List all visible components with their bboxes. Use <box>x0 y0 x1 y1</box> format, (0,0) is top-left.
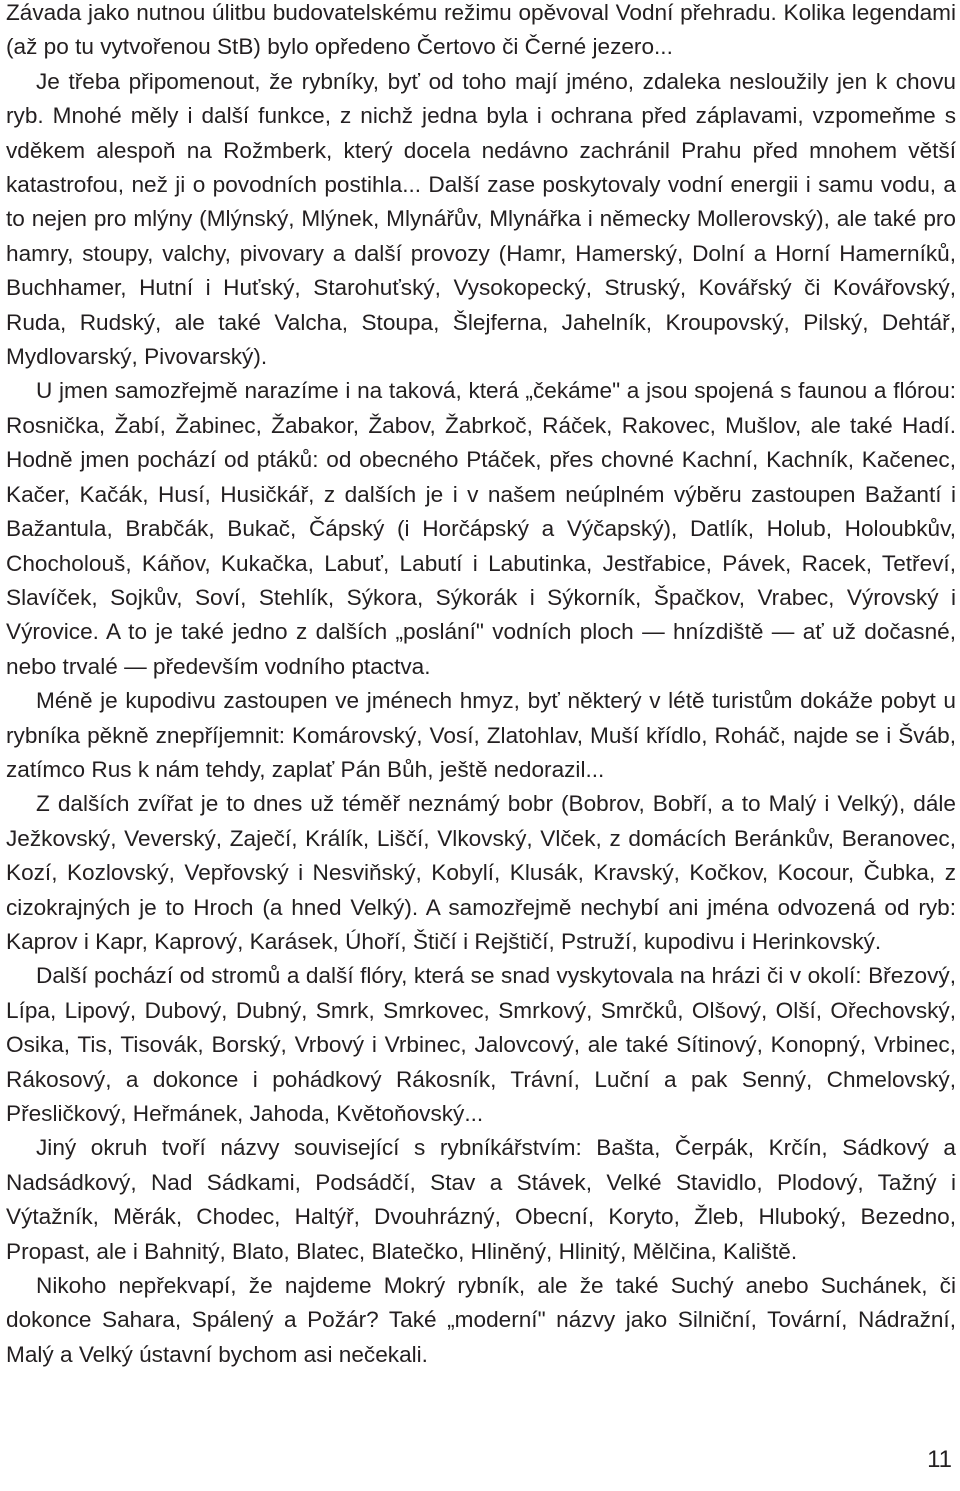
document-body <box>6 0 956 1372</box>
paragraph-8: Nikoho nepřekvapí, že najdeme Mokrý rybník, ale že také Suchý anebo Suchánek, či dokonce Sahara, Spálený a Požár? Také „moderní" názvy jako Silniční, Tovární, Nádražní, Malý a Velký ústavní bychom asi nečekali. <box>6 1273 956 1367</box>
paragraph-7: Jiný okruh tvoří názvy související s rybníkářstvím: Bašta, Čerpák, Krčín, Sádkový a Nadsádkový, Nad Sádkami, Podsádčí, Stav a Stávek, Velké Stavidlo, Plodový, Tažný i Výtažník, Měrák, Chodec, Haltýř, Dvouhrázný, Obecní, Koryto, Žleb, Hluboký, Bezedno, Propast, ale i Bahnitý, Blato, Blatec, Blatečko, Hliněný, Hlinitý, Mělčina, Kaliště. <box>6 1135 956 1264</box>
paragraph-2: Je třeba připomenout, že rybníky, byť od toho mají jméno, zdaleka nesloužily jen k chovu ryb. Mnohé měly i další funkce, z nichž jedna byla i ochrana před záplavami, vzpomeňme s vděkem alespoň na Rožmberk, který docela nedávno zachránil Prahu před mnohem větší katastrofou, než ji o povodních postihla... Další zase poskytovaly vodní energii i samu vodu, a to nejen pro mlýny (Mlýnský, Mlýnek, Mlynářův, Mlynářka i německy Mollerovský), ale také pro hamry, stoupy, valchy, pivovary a další provozy (Hamr, Hamerský, Dolní a Horní Hamerníků, Buchhamer, Hutní i Huťský, Starohuťský, Vysokopecký, Struský, Kovářský či Kovářovský, Ruda, Rudský, ale také Valcha, Stoupa, Šlejferna, Jahelník, Kroupovský, Pilský, Dehtář, Mydlovarský, Pivovarský). <box>6 68 956 370</box>
paragraph-3: U jmen samozřejmě narazíme i na taková, která „čekáme" a jsou spojená s faunou a flórou: Rosnička, Žabí, Žabinec, Žabakor, Žabov, Žabrkoč, Ráček, Rakovec, Mušlov, ale také Hadí. Hodně jmen pochází od ptáků: od obecného Ptáček, přes chovné Kachní, Kachník, Kačenec, Kačer, Kačák, Husí, Husičkář, z dalších je i v našem neúplném výběru zastoupen Bažantí i Bažantula, Brabčák, Bukač, Čápský (i Horčápský a Výčapský), Datlík, Holub, Holoubkův, Chocholouš, Káňov, Kukačka, Labuť, Labutí i Labutinka, Jestřabice, Pávek, Racek, Tetřeví, Slavíček, Sojkův, Soví, Stehlík, Sýkora, Sýkorák i Sýkorník, Špačkov, Vrabec, Výrovský i Výrovice. A to je také jedno z dalších „poslání" vodních ploch — hnízdiště — ať už dočasné, nebo trvalé — především vodního ptactva. <box>6 378 956 679</box>
page-number: 11 <box>927 1446 952 1473</box>
paragraph-1: Závada jako nutnou úlitbu budovatelskému režimu opěvoval Vodní přehradu. Kolika legendami (až po tu vytvořenou StB) bylo opředeno Čertovo či Černé jezero... <box>6 0 956 60</box>
paragraph-5: Z dalších zvířat je to dnes už téměř neznámý bobr (Bobrov, Bobří, a to Malý i Velký), dále Ježkovský, Veverský, Zaječí, Králík, Liščí, Vlkovský, Vlček, z domácích Beránkův, Beranovec, Kozí, Kozlovský, Vepřovský i Nesviňský, Kobylí, Klusák, Kravský, Kočkov, Kocour, Čubka, z cizokrajných je to Hroch (a hned Velký). A samozřejmě nechybí ani jména odvozená od ryb: Kaprov i Kapr, Kaprový, Karásek, Úhoří, Štičí i Rejštičí, Pstruží, kupodivu i Herinkovský. <box>6 791 956 954</box>
paragraph-4: Méně je kupodivu zastoupen ve jménech hmyz, byť některý v létě turistům dokáže pobyt u rybníka pěkně znepříjemnit: Komárovský, Vosí, Zlatohlav, Muší křídlo, Roháč, najde se i Šváb, zatímco Rus k nám tehdy, zaplať Pán Bůh, ještě nedorazil... <box>6 688 956 782</box>
paragraph-6: Další pochází od stromů a další flóry, která se snad vyskytovala na hrázi či v okolí: Březový, Lípa, Lipový, Dubový, Dubný, Smrk, Smrkovec, Smrkový, Smrčků, Olšový, Olší, Ořechovský, Osika, Tis, Tisovák, Borský, Vrbový i Vrbinec, Jalovcový, ale také Sítinový, Konopný, Vrbinec, Rákosový, a dokonce i pohádkový Rákosník, Trávní, Luční a pak Senný, Chmelovský, Přesličkový, Heřmánek, Jahoda, Květoňovský... <box>6 963 956 1126</box>
